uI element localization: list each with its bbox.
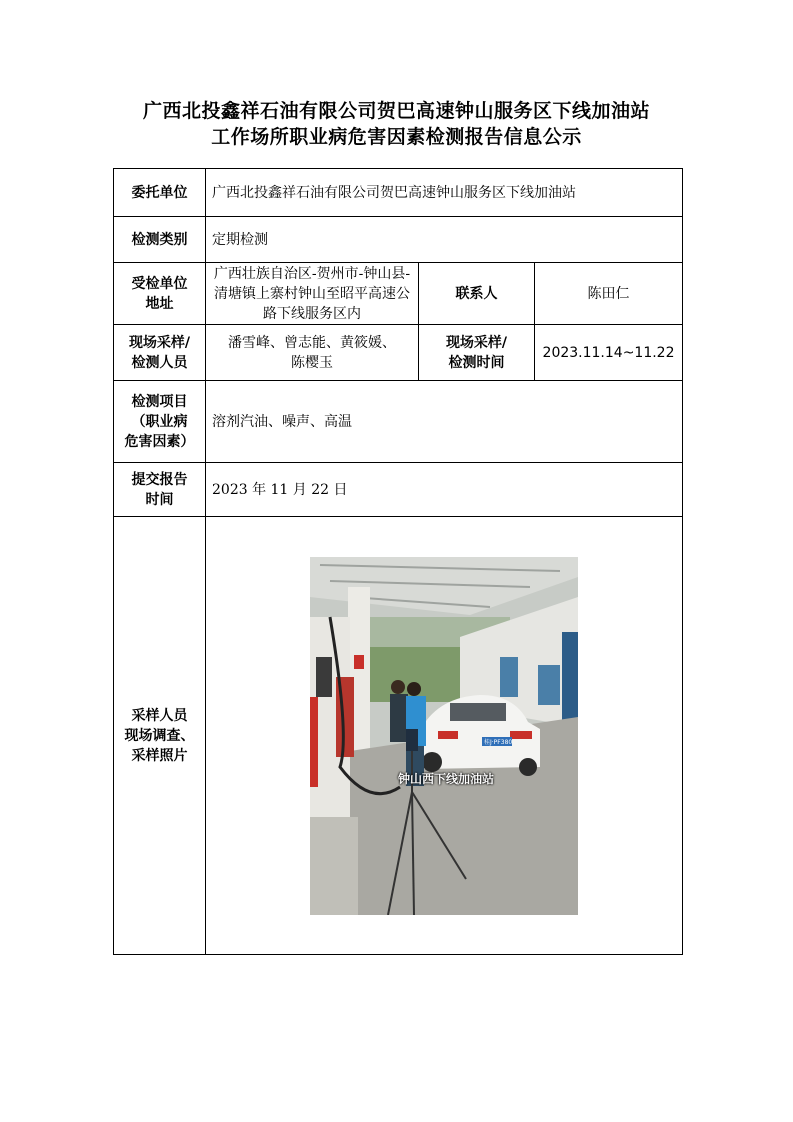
items-label <box>114 381 206 463</box>
contact-label: 联系人 <box>419 263 535 325</box>
staff-label <box>114 325 206 381</box>
title-line-2: 工作场所职业病危害因素检测报告信息公示 <box>211 126 582 148</box>
items-value: 溶剂汽油、噪声、高温 <box>206 381 683 463</box>
photo-cell <box>206 517 683 955</box>
client-value: 广西北投鑫祥石油有限公司贺巴高速钟山服务区下线加油站 <box>206 169 683 217</box>
report-label-line2: 时间 <box>145 491 174 508</box>
photo-label-line1: 采样人员 <box>131 707 188 724</box>
time-value: 2023.11.14~11.22 <box>535 325 683 381</box>
client-label: 委托单位 <box>114 169 206 217</box>
photo-caption: 钟山西下线加油站 <box>398 771 495 786</box>
address-value: 广西壮族自治区-贺州市-钟山县-清塘镇上寨村钟山至昭平高速公路下线服务区内 <box>206 263 419 325</box>
row-photo <box>114 517 683 955</box>
row-address <box>114 263 683 325</box>
row-items <box>114 381 683 463</box>
time-label-line2: 检测时间 <box>448 354 505 371</box>
staff-label-line2: 检测人员 <box>131 354 188 371</box>
report-label-line1: 提交报告 <box>131 471 188 488</box>
items-label-line1: 检测项目 <box>131 393 188 410</box>
photo-label-line3: 采样照片 <box>131 747 188 764</box>
address-label-line1: 受检单位 <box>131 275 188 292</box>
time-label <box>419 325 535 381</box>
address-label-line2: 地址 <box>145 295 174 312</box>
row-client <box>114 169 683 217</box>
info-table <box>113 168 683 955</box>
report-value: 2023 年 11 月 22 日 <box>206 463 683 517</box>
row-staff <box>114 325 683 381</box>
contact-value: 陈田仁 <box>535 263 683 325</box>
staff-label-line1: 现场采样/ <box>128 334 191 351</box>
row-category <box>114 217 683 263</box>
car-plate: 桂J·PF380 <box>484 738 513 746</box>
photo-illustration <box>310 557 578 915</box>
items-label-line3: 危害因素） <box>124 433 195 450</box>
staff-value <box>206 325 419 381</box>
category-label: 检测类别 <box>114 217 206 263</box>
staff-value-line2: 陈樱玉 <box>291 354 333 371</box>
report-label <box>114 463 206 517</box>
title-line-1: 广西北投鑫祥石油有限公司贺巴高速钟山服务区下线加油站 <box>142 100 650 122</box>
photo-label <box>114 517 206 955</box>
items-label-line2: （职业病 <box>131 413 188 430</box>
address-label <box>114 263 206 325</box>
time-label-line1: 现场采样/ <box>445 334 508 351</box>
staff-value-line1: 潘雪峰、曾志能、黄筱媛、 <box>228 334 396 351</box>
photo-label-line2: 现场调查、 <box>124 727 195 744</box>
category-value: 定期检测 <box>206 217 683 263</box>
row-report <box>114 463 683 517</box>
sampling-photo <box>310 557 578 915</box>
